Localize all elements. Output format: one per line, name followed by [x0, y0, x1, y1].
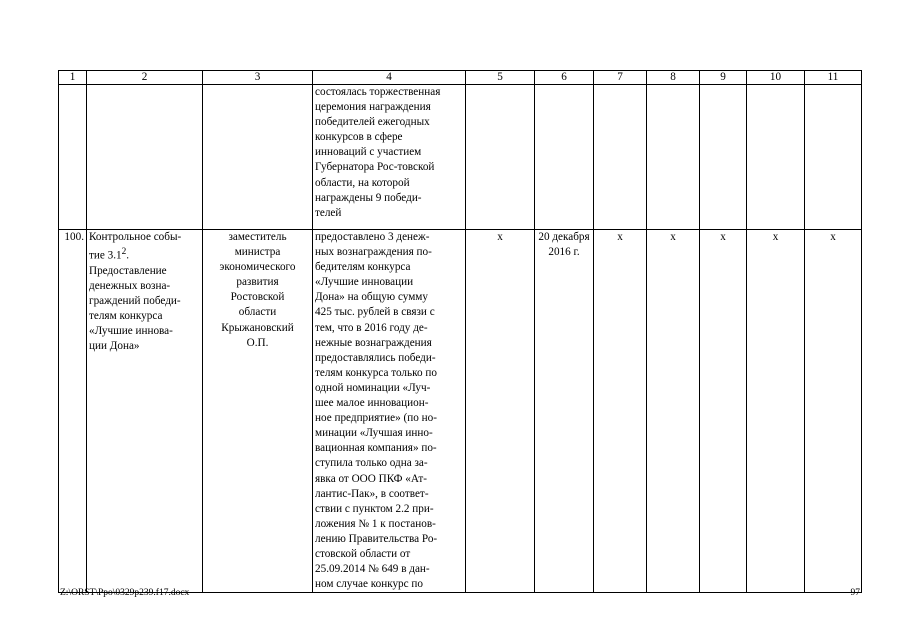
event-text-a: Контрольное собы- тие 3.1 [89, 231, 182, 262]
cell-6 [535, 85, 594, 230]
event-text-b: . Предоставление денежных возна- граждений победи- телям конкурса «Лучшие иннова- ции Дона» [89, 249, 181, 353]
date-text: 20 декабря 2016 г. [538, 231, 590, 259]
cell-10: x [747, 230, 805, 593]
cell-7: x [594, 230, 647, 593]
footer-page-number: 97 [850, 588, 860, 598]
result-cell [313, 230, 466, 593]
cell-9 [700, 85, 747, 230]
cell-8: x [647, 230, 700, 593]
continuation-text: состоялась торжественная церемония награждения победителей ежегодных конкурсов в сфере инноваций с участием Губернатора Рос-товской области, на которой награждены 9 победи- телей [315, 86, 441, 219]
responsible-text: заместитель министра экономического развития Ростовской области Крыжановский О.П. [219, 231, 296, 349]
cell-1 [59, 85, 87, 230]
header-cell-2: 2 [87, 71, 203, 85]
header-cell-5: 5 [466, 71, 535, 85]
header-cell-10: 10 [747, 71, 805, 85]
event-text [89, 230, 200, 354]
row-number: 100. [59, 230, 87, 593]
continuation-row [59, 85, 862, 230]
cell-3 [203, 85, 313, 230]
result-text: предоставлено 3 денеж- ных вознаграждения по- бедителям конкурса «Лучшие инновации Дона» на общую сумму 425 тыс. рублей в связи с тем, что в 2016 году де- нежные вознаграждения предоставлялись победи- телям конкурса только по одной номинации «Луч- шее малое инновацион- ное предприятие» (по но- минации «Лучшая инно- вационная компания» по- ступила только одна за- явка от ООО ПКФ «Ат- лантис-Пак», в соответ- ствии с пунктом 2.2 при- ложения № 1 к постанов- лению Правительства Ро- стовской области от 25.09.2014 № 649 в дан- ном случае конкурс по [315, 231, 438, 591]
cell-7 [594, 85, 647, 230]
header-cell-9: 9 [700, 71, 747, 85]
footer-file-path: Z:\ORST\Ppo\0329p239.f17.docx [60, 588, 190, 598]
cell-2 [87, 85, 203, 230]
cell-11: x [805, 230, 862, 593]
row-100 [59, 230, 862, 593]
cell-9: x [700, 230, 747, 593]
header-cell-8: 8 [647, 71, 700, 85]
cell-5 [466, 85, 535, 230]
header-cell-11: 11 [805, 71, 862, 85]
cell-5: x [466, 230, 535, 593]
header-cell-6: 6 [535, 71, 594, 85]
responsible-cell [203, 230, 313, 593]
cell-8 [647, 85, 700, 230]
date-cell [535, 230, 594, 593]
cell-10 [747, 85, 805, 230]
cell-4 [313, 85, 466, 230]
event-cell [87, 230, 203, 593]
header-cell-7: 7 [594, 71, 647, 85]
document-table [58, 70, 862, 593]
event-superscript: 2 [121, 247, 127, 258]
header-cell-4: 4 [313, 71, 466, 85]
header-cell-3: 3 [203, 71, 313, 85]
cell-11 [805, 85, 862, 230]
header-cell-1: 1 [59, 71, 87, 85]
header-row [59, 71, 862, 85]
